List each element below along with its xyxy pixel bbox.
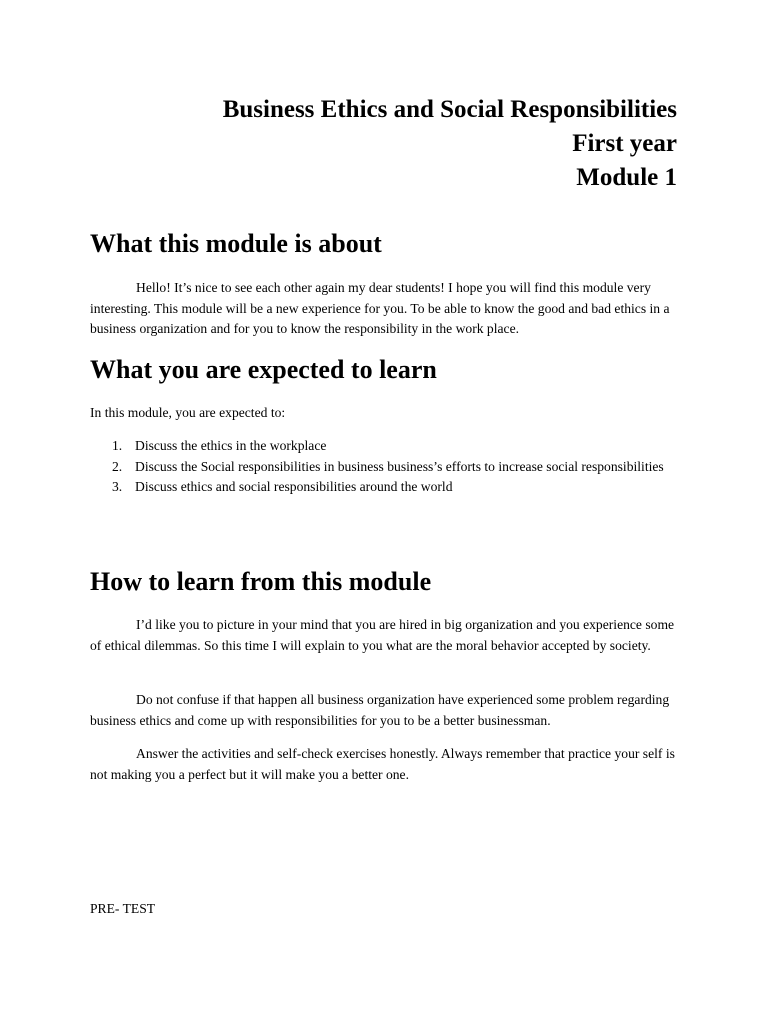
title-module: Module 1 [576,164,677,191]
heading-expected: What you are expected to learn [90,355,437,384]
list-item-text: Discuss the Social responsibilities in business business’s efforts to increase social responsibilities [135,458,664,474]
heading-about: What this module is about [90,229,382,258]
list-item [112,436,672,457]
how-to-learn-paragraph: Answer the activities and self-check exercises honestly. Always remember that practice your self is not making you a perfect but it will make you a better one. [90,746,675,782]
how-to-learn-paragraph: Do not confuse if that happen all business organization have experienced some problem regarding business ethics and come up with responsibilities for you to be a better businessman. [90,692,670,728]
title-course: Business Ethics and Social Responsibilities [222,96,677,123]
document-title [223,93,677,195]
list-item-text: Discuss the ethics in the workplace [135,438,327,453]
list-item-text: Discuss ethics and social responsibilities around the world [135,479,453,494]
list-item-number: 2. [112,458,123,474]
about-paragraph: Hello! It’s nice to see each other again my dear students! I hope you will find this module very interesting. This module will be a new experience for you. To be able to know the good and bad ethics in a business organization and for you to know the responsibility in the work place. [90,280,670,336]
list-item [112,457,672,478]
title-year: First year [572,130,677,157]
how-to-learn-paragraph: I’d like you to picture in your mind that you are hired in big organization and you experience some of ethical dilemmas. So this time I will explain to you what are the moral behavior accepted by society. [90,617,675,653]
pre-test-label: PRE- TEST [90,901,156,916]
list-item-number: 3. [112,479,123,494]
heading-how-to-learn: How to learn from this module [90,567,432,596]
expected-intro: In this module, you are expected to: [90,405,286,420]
list-item-number: 1. [112,438,123,453]
list-item [112,477,672,498]
objectives-list [112,436,672,498]
